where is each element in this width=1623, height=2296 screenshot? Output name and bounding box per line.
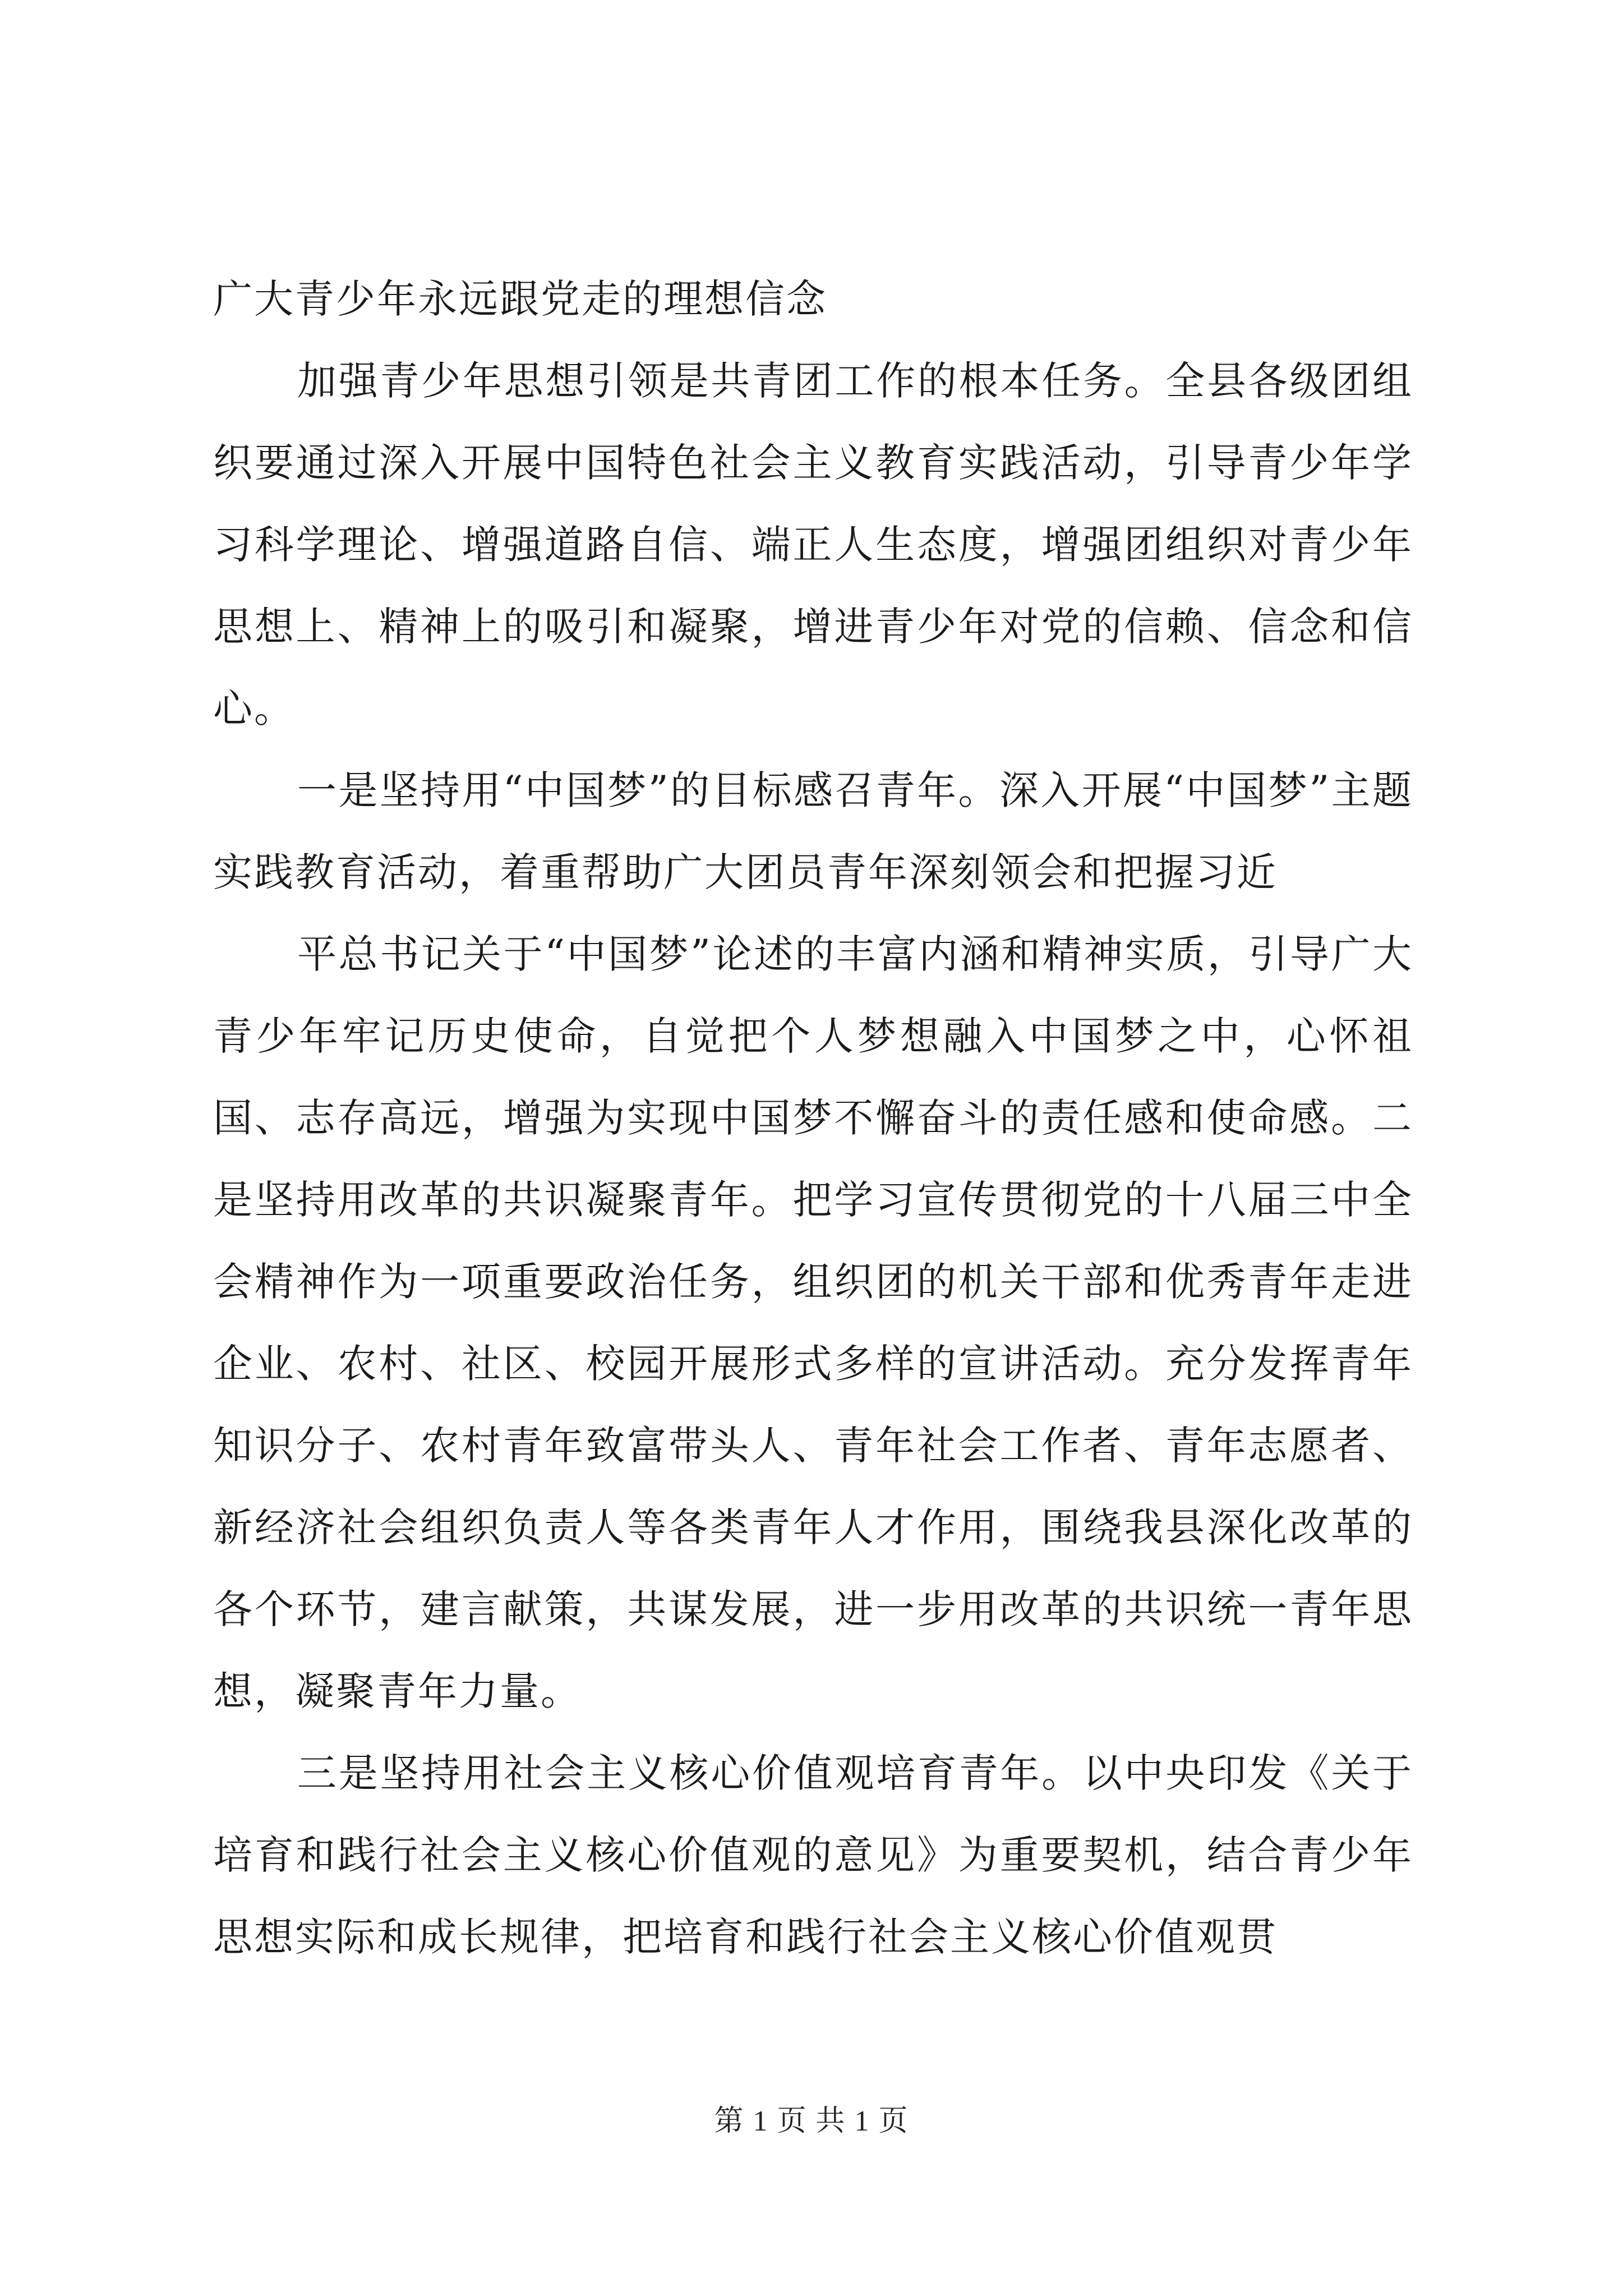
paragraph-continuation: 广大青少年永远跟党走的理想信念 <box>213 276 827 322</box>
paragraph-point-one-cont: 平总书记关于“中国梦”论述的丰富内涵和精神实质，引导广大青少年牢记历史使命，自觉把个人梦想融入中国梦之中，心怀祖国、志存高远，增强为实现中国梦不懈奋斗的责任感和使命感。二是坚持用改革的共识凝聚青年。把学习宣传贯彻党的十八届三中全会精神作为一项重要政治任务，组织团的机关干部和优秀青年走进企业、农村、社区、校园开展形式多样的宣讲活动。充分发挥青年知识分子、农村青年致富带头人、青年社会工作者、青年志愿者、新经济社会组织负责人等各类青年人才作用，围绕我县深化改革的各个环节，建言献策，共谋发展，进一步用改革的共识统一青年思想，凝聚青年力量。 <box>213 931 1413 1714</box>
paragraph-point-one: 一是坚持用“中国梦”的目标感召青年。深入开展“中国梦”主题实践教育活动，着重帮助广大团员青年深刻领会和把握习近 <box>213 767 1413 895</box>
paragraph-intro: 加强青少年思想引领是共青团工作的根本任务。全县各级团组织要通过深入开展中国特色社会主义教育实践活动，引导青少年学习科学理论、增强道路自信、端正人生态度，增强团组织对青少年思想上、精神上的吸引和凝聚，增进青少年对党的信赖、信念和信心。 <box>213 358 1413 731</box>
paragraph-point-three: 三是坚持用社会主义核心价值观培育青年。以中央印发《关于培育和践行社会主义核心价值观的意见》为重要契机，结合青少年思想实际和成长规律，把培育和践行社会主义核心价值观贯 <box>213 1750 1413 1960</box>
page-number-footer: 第 1 页 共 1 页 <box>714 2105 909 2137</box>
document-body <box>213 258 1413 1978</box>
